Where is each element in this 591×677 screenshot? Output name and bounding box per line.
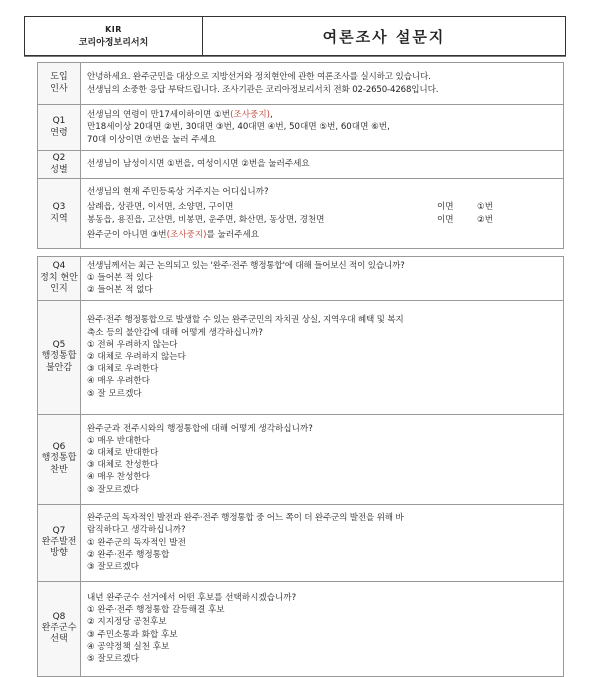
q8-option: ③ 주민소통과 화합 후보 (87, 629, 178, 640)
q3-content (81, 179, 564, 249)
survey-title: 여론조사 설문지 (322, 27, 446, 46)
survey-header (24, 16, 566, 56)
label-line: 연령 (50, 127, 68, 138)
q1-line (87, 109, 558, 121)
stop-survey-note: (조사중지) (230, 110, 270, 121)
q4-option: ② 들어본 적 없다 (87, 285, 153, 296)
label-line: 인지 (50, 283, 68, 294)
label-line: 인사 (50, 83, 68, 94)
q5-option: ⑤ 잘 모르겠다 (87, 388, 142, 399)
intro-row (38, 63, 564, 105)
label-line: Q5 (52, 340, 66, 351)
row-label (38, 414, 81, 504)
row-label (38, 105, 81, 151)
q6-option: ① 매우 반대한다 (87, 435, 150, 446)
q6-content (81, 414, 564, 504)
row-label (38, 300, 81, 414)
intro-line: 안녕하세요. 완주군민을 대상으로 지방선거와 정치현안에 관한 여론조사를 실시하고 있습니다. (87, 72, 431, 83)
q1-line: 70대 이상이면 ⑦번을 눌러 주세요 (87, 134, 217, 145)
q5-option: ② 대체로 우려하지 않는다 (87, 352, 186, 362)
label-line: Q1 (52, 116, 66, 127)
q7-question: 람직하다고 생각하십니까? (87, 525, 186, 536)
organization-block (25, 17, 203, 55)
q4-question: 선생님께서는 최근 논의되고 있는 '완주·전주 행정통합'에 대해 들어보신 적이 있습니까? (87, 261, 405, 271)
q2-row (38, 151, 564, 179)
q6-option: ④ 매우 찬성한다 (87, 472, 150, 483)
q6-option: ③ 대체로 찬성한다 (87, 460, 159, 471)
q7-option: ② 완주·전주 행정통합 (87, 549, 170, 560)
q3-suffix: 이면 (437, 202, 454, 213)
q3-last-end: 를 눌러주세요 (206, 229, 260, 240)
row-label (38, 63, 81, 105)
label-line: Q8 (52, 611, 66, 622)
q7-question: 완주군의 독자적인 발전과 완주·전주 행정통합 중 어느 쪽이 더 완주군의 발전을 위해 바 (87, 513, 404, 524)
row-label (38, 179, 81, 249)
q5-question: 완주·전주 행정통합으로 발생할 수 있는 완주군민의 자치권 상실, 지역우대 혜택 및 복지 (87, 315, 404, 326)
q7-option: ③ 잘모르겠다 (87, 561, 139, 572)
q7-row (38, 504, 564, 581)
q2-text: 선생님이 남성이시면 ①번을, 여성이시면 ②번을 눌러주세요 (87, 159, 310, 170)
q5-row (38, 300, 564, 414)
row-label (38, 151, 81, 179)
q4-option: ① 들어본 적 있다 (87, 273, 153, 284)
q8-content (81, 581, 564, 676)
label-line: Q6 (52, 442, 66, 453)
label-line: Q3 (52, 202, 66, 213)
label-line: 불안감 (45, 362, 73, 373)
label-line: 행정통합 (41, 453, 77, 464)
q1-line: 만18세이상 20대면 ②번, 30대면 ③번, 40대면 ④번, 50대면 ⑤번, 60대면 ⑥번, (87, 122, 390, 133)
q7-content (81, 504, 564, 581)
section-gap (38, 249, 564, 257)
q8-option: ① 완주·전주 행정통합 갈등해결 후보 (87, 605, 225, 616)
label-line: Q4 (52, 261, 66, 272)
q3-choice-row (87, 201, 558, 213)
questionnaire-table (37, 62, 564, 677)
q4-row (38, 257, 564, 301)
q3-choice: ①번 (477, 202, 494, 213)
label-line: 행정통합 (41, 351, 77, 362)
q3-row (38, 179, 564, 249)
q8-option: ④ 공약정책 실천 후보 (87, 641, 170, 652)
q1-text-end: , (269, 110, 273, 121)
q8-question: 내년 완주군수 선거에서 어떤 후보를 선택하시겠습니까? (87, 593, 297, 603)
label-line: 방향 (50, 548, 68, 559)
q6-question: 완주군과 전주시와의 행정통합에 대해 어떻게 생각하십니까? (87, 423, 313, 434)
label-line: 정치 현안 (40, 272, 78, 283)
q5-content (81, 300, 564, 414)
q5-option: ③ 대체로 우려한다 (87, 364, 159, 375)
q8-row (38, 581, 564, 676)
label-line: 지역 (50, 213, 68, 224)
q5-option: ① 전혀 우려하지 않는다 (87, 339, 178, 350)
row-label (38, 504, 81, 581)
label-line: Q7 (52, 525, 66, 536)
q6-option: ② 대체로 반대한다 (87, 447, 159, 458)
q5-question: 축소 등의 불안감에 대해 어떻게 생각하십니까? (87, 327, 263, 338)
row-label (38, 581, 81, 676)
label-line: 선택 (50, 634, 68, 645)
q1-row (38, 105, 564, 151)
q5-option: ④ 매우 우려한다 (87, 376, 150, 387)
org-logo-text: KIR (105, 24, 122, 34)
q4-content (81, 257, 564, 301)
header-divider (24, 56, 566, 57)
label-line: Q2 (52, 153, 66, 164)
q8-option: ⑤ 잘모르겠다 (87, 654, 139, 665)
q3-choice: ②번 (477, 214, 494, 225)
intro-line: 선생님의 소중한 응답 부탁드립니다. 조사기관은 코리아정보리서치 전화 02-2650-4268입니다. (87, 84, 439, 95)
q3-last-line (87, 229, 558, 241)
label-line: 완주군수 (41, 622, 77, 633)
q1-text: 선생님의 연령이 만17세이하이면 ①번 (87, 110, 231, 121)
label-line: 도입 (50, 72, 68, 83)
q6-row (38, 414, 564, 504)
row-label (38, 257, 81, 301)
q8-option: ② 지지정당 공천후보 (87, 617, 167, 628)
stop-survey-note: (조사중지) (166, 229, 207, 240)
q3-suffix: 이면 (437, 214, 454, 225)
q2-content (81, 151, 564, 179)
label-line: 찬반 (50, 464, 68, 475)
q3-question: 선생님의 현재 주민등록상 거주지는 어디십니까? (87, 187, 269, 198)
intro-text (81, 63, 564, 105)
q6-option: ⑤ 잘모르겠다 (87, 484, 139, 495)
q3-last-text: 완주군이 아니면 ③번 (87, 229, 167, 240)
q3-areas: 봉동읍, 용진읍, 고산면, 비봉면, 운주면, 화산면, 동상면, 경천면 (87, 214, 325, 225)
label-line: 완주발전 (41, 536, 77, 547)
org-name: 코리아정보리서치 (78, 37, 149, 48)
label-line: 성별 (50, 164, 68, 175)
q3-choice-row (87, 214, 558, 226)
q7-option: ① 완주군의 독자적인 발전 (87, 537, 186, 548)
q3-areas: 삼례읍, 상관면, 이서면, 소양면, 구이면 (87, 202, 234, 213)
q1-content (81, 105, 564, 151)
